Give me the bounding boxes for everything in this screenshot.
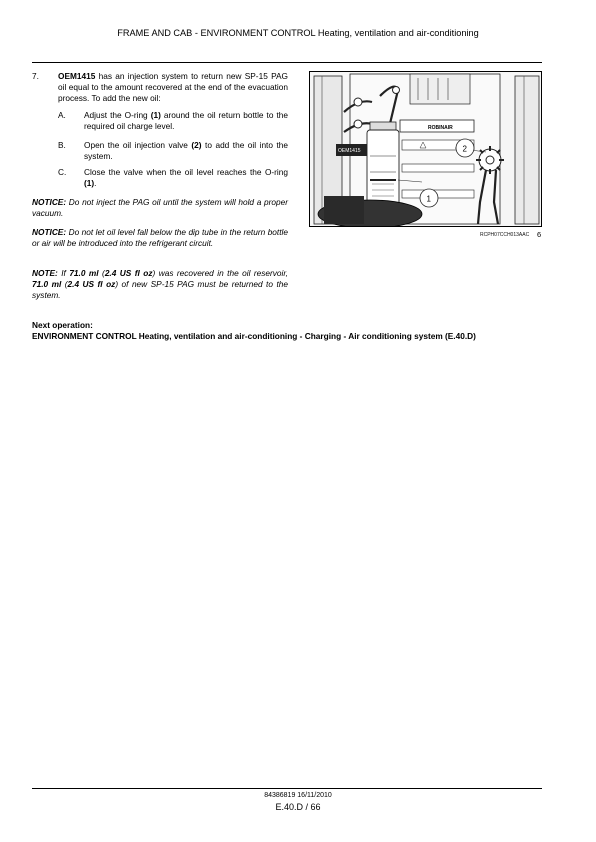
step-number: 7. bbox=[32, 71, 39, 81]
footer-divider bbox=[32, 788, 542, 789]
callout-ref: (1) bbox=[150, 110, 161, 120]
substep-text-part: . bbox=[94, 178, 97, 188]
callout-ref: (2) bbox=[191, 140, 202, 150]
figure-number: 6 bbox=[537, 230, 542, 239]
equipment-drawing bbox=[310, 72, 542, 227]
footer-page-number: E.40.D / 66 bbox=[275, 802, 321, 812]
substep-text bbox=[84, 167, 288, 189]
note-text: ( bbox=[61, 279, 68, 289]
note-label: NOTE: bbox=[32, 268, 58, 278]
note-oil-amount bbox=[32, 268, 288, 301]
substep-text-part: around the oil return bottle to the required oil charge level. bbox=[84, 110, 289, 131]
procedure-step bbox=[32, 71, 288, 104]
note-text: ) was recovered in the oil reservoir, bbox=[152, 268, 288, 278]
note-value: 71.0 ml bbox=[69, 268, 99, 278]
notice-vacuum bbox=[32, 197, 288, 219]
next-operation-heading: Next operation: bbox=[32, 320, 93, 330]
notice-text: Do not let oil level fall below the dip tube in the return bottle or air will be introduced into the refrigerant circuit. bbox=[32, 227, 288, 248]
note-value: 71.0 ml bbox=[32, 279, 62, 289]
footer-document-id: 84386819 16/11/2010 bbox=[264, 792, 332, 799]
substep-letter: B. bbox=[58, 140, 66, 150]
badge-model-label: OEM1415 bbox=[338, 148, 361, 154]
substep-c bbox=[58, 167, 288, 189]
substep-letter: C. bbox=[58, 167, 67, 177]
substep-text-part: Close the valve when the oil level reaches the O-ring bbox=[84, 167, 288, 177]
callout-ref: (1) bbox=[84, 178, 95, 188]
notice-label: NOTICE: bbox=[32, 227, 67, 237]
substep-text-part: Adjust the O-ring bbox=[84, 110, 151, 120]
equipment-illustration bbox=[309, 71, 542, 227]
substep-a bbox=[58, 110, 288, 132]
callout-1: 1 bbox=[426, 194, 431, 204]
model-name: OEM1415 bbox=[58, 71, 96, 81]
notice-dip-tube bbox=[32, 227, 288, 249]
substep-text bbox=[84, 110, 288, 132]
substep-b bbox=[58, 140, 288, 162]
substep-text-part: Open the oil injection valve bbox=[84, 140, 192, 150]
step-description: has an injection system to return new SP-15 PAG oil equal to the amount recovered at the end of the evacuation process. To add the new oil: bbox=[58, 71, 288, 103]
header-divider bbox=[32, 62, 542, 63]
note-text: If bbox=[57, 268, 70, 278]
figure-caption: RCPH07CCH013AAC bbox=[480, 232, 530, 238]
step-text bbox=[58, 71, 288, 104]
notice-label: NOTICE: bbox=[32, 197, 67, 207]
substep-text bbox=[84, 140, 288, 162]
note-value: 2.4 US fl oz bbox=[67, 279, 116, 289]
callout-2: 2 bbox=[462, 144, 467, 154]
note-text: ) of new SP-15 PAG must be returned to the system. bbox=[32, 279, 288, 300]
page-header-title: FRAME AND CAB - ENVIRONMENT CONTROL Heating, ventilation and air-conditioning bbox=[117, 28, 479, 38]
next-operation-link[interactable]: ENVIRONMENT CONTROL Heating, ventilation and air-conditioning - Charging - Air conditioning system (E.40.D) bbox=[32, 331, 476, 341]
substep-text-part: to add the oil into the system. bbox=[84, 140, 289, 161]
substep-letter: A. bbox=[58, 110, 66, 120]
plate-brand-label: ROBINAIR bbox=[428, 125, 453, 131]
note-value: 2.4 US fl oz bbox=[104, 268, 153, 278]
notice-text: Do not inject the PAG oil until the system will hold a proper vacuum. bbox=[32, 197, 288, 218]
note-text: ( bbox=[98, 268, 105, 278]
next-operation bbox=[32, 320, 544, 342]
